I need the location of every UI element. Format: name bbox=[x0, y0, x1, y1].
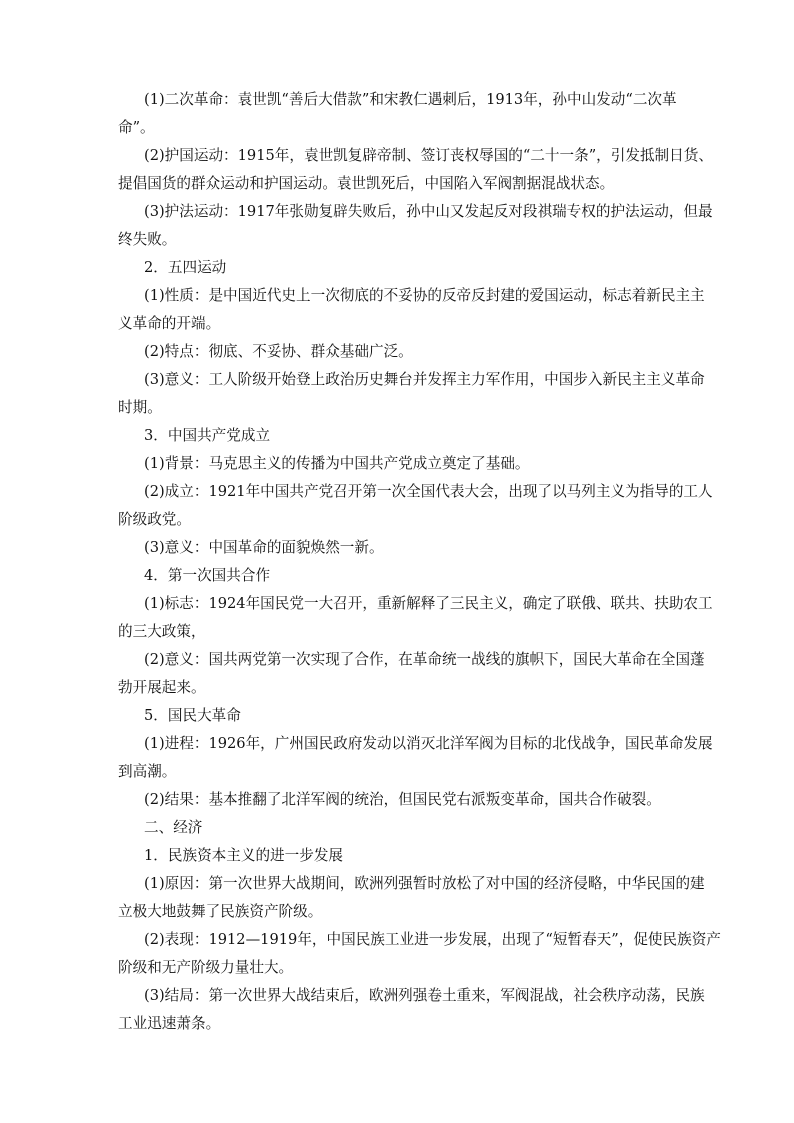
paragraph-line: 立极大地鼓舞了民族资产阶级。 bbox=[118, 903, 323, 920]
paragraph-line: (1)进程：1926年，广州国民政府发动以消灭北洋军阀为目标的北伐战争，国民革命发展 bbox=[144, 735, 713, 752]
paragraph-line: 到高潮。 bbox=[118, 763, 177, 780]
section-heading: 5．国民大革命 bbox=[144, 707, 241, 724]
paragraph-line: (1)标志：1924年国民党一大召开，重新解释了三民主义，确定了联俄、联共、扶助农工 bbox=[144, 595, 713, 612]
section-heading: 4．第一次国共合作 bbox=[144, 567, 271, 584]
document-page bbox=[118, 86, 721, 1038]
paragraph-line: (3)意义：工人阶级开始登上政治历史舞台并发挥主力军作用，中国步入新民主主义革命 bbox=[144, 371, 705, 388]
paragraph-line: 终失败。 bbox=[118, 231, 177, 248]
paragraph-line: (3)护法运动：1917年张勋复辟失败后，孙中山又发起反对段祺瑞专权的护法运动，但最 bbox=[144, 203, 713, 220]
paragraph-line: (3)意义：中国革命的面貌焕然一新。 bbox=[144, 539, 384, 556]
paragraph-line: 提倡国货的群众运动和护国运动。袁世凯死后，中国陷入军阀割据混战状态。 bbox=[118, 175, 615, 192]
paragraph-line: (2)成立：1921年中国共产党召开第一次全国代表大会，出现了以马列主义为指导的工人 bbox=[144, 483, 713, 500]
paragraph-line: 工业迅速萧条。 bbox=[118, 1015, 221, 1032]
paragraph-line: (2)结果：基本推翻了北洋军阀的统治，但国民党右派叛变革命，国共合作破裂。 bbox=[144, 791, 661, 808]
paragraph-line: (2)护国运动：1915年，袁世凯复辟帝制、签订丧权辱国的“二十一条”，引发抵制日货、 bbox=[144, 147, 713, 164]
paragraph-line: (1)性质：是中国近代史上一次彻底的不妥协的反帝反封建的爱国运动，标志着新民主主 bbox=[144, 287, 705, 304]
paragraph-line: 义革命的开端。 bbox=[118, 315, 221, 332]
section-heading: 二、经济 bbox=[144, 819, 203, 836]
paragraph-line: 勃开展起来。 bbox=[118, 679, 206, 696]
paragraph-line: 时期。 bbox=[118, 399, 162, 416]
section-heading: 2．五四运动 bbox=[144, 259, 227, 276]
paragraph-line: (3)结局：第一次世界大战结束后，欧洲列强卷土重来，军阀混战，社会秩序动荡，民族 bbox=[144, 987, 705, 1004]
paragraph-line: 命”。 bbox=[118, 119, 155, 136]
paragraph-line: (1)二次革命：袁世凯“善后大借款”和宋教仁遇刺后，1913年，孙中山发动“二次革 bbox=[144, 91, 677, 108]
paragraph-line: (2)特点：彻底、不妥协、群众基础广泛。 bbox=[144, 343, 413, 360]
paragraph-line: (2)意义：国共两党第一次实现了合作，在革命统一战线的旗帜下，国民大革命在全国蓬 bbox=[144, 651, 705, 668]
paragraph-line: 阶级政党。 bbox=[118, 511, 191, 528]
paragraph-line: (1)背景：马克思主义的传播为中国共产党成立奠定了基础。 bbox=[144, 455, 530, 472]
subsection-heading: 1．民族资本主义的进一步发展 bbox=[144, 847, 344, 864]
paragraph-line: 阶级和无产阶级力量壮大。 bbox=[118, 959, 294, 976]
paragraph-line: 的三大政策， bbox=[118, 623, 206, 640]
section-heading: 3．中国共产党成立 bbox=[144, 427, 271, 444]
paragraph-line: (2)表现：1912—1919年，中国民族工业进一步发展，出现了“短暂春天”，促使民族资产 bbox=[144, 931, 721, 948]
paragraph-line: (1)原因：第一次世界大战期间，欧洲列强暂时放松了对中国的经济侵略，中华民国的建 bbox=[144, 875, 705, 892]
